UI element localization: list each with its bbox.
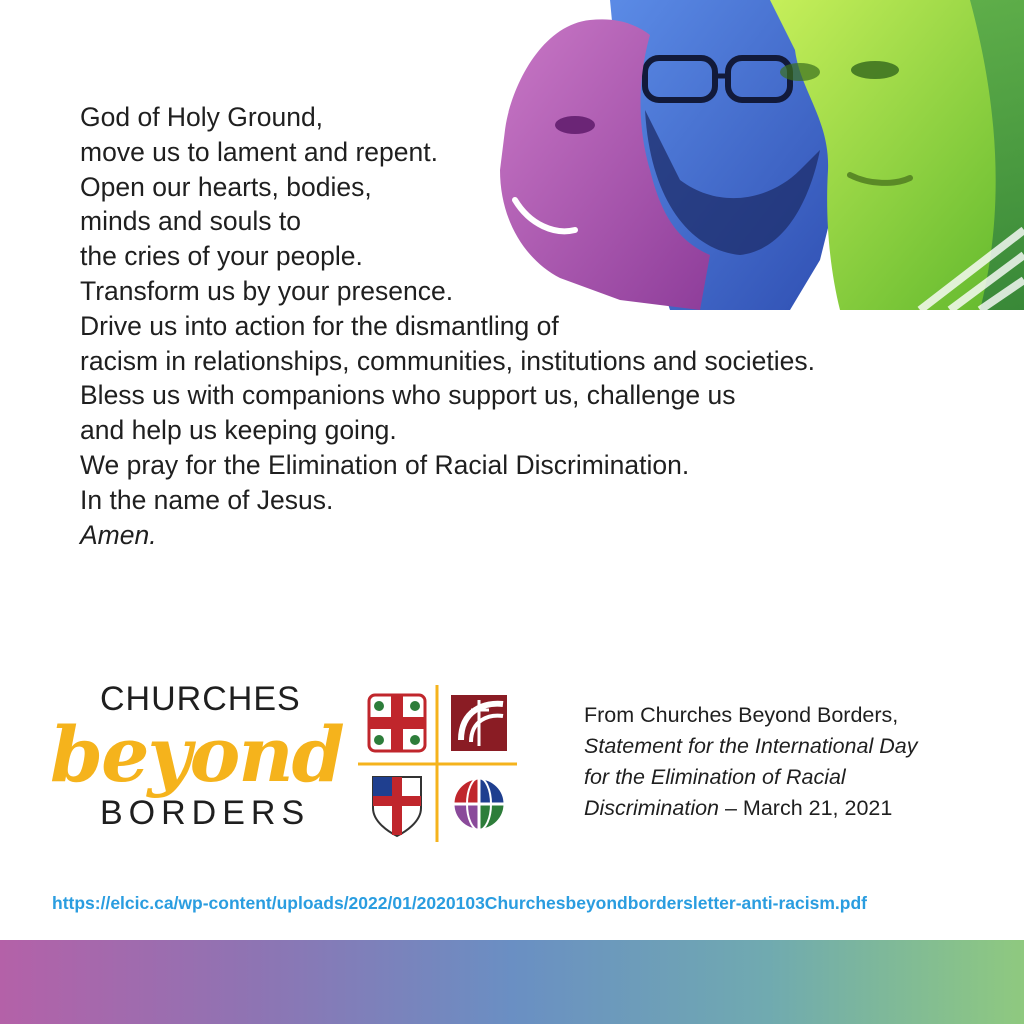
prayer-text (80, 100, 960, 552)
church-denominations-cross-emblem (355, 680, 520, 845)
prayer-line: minds and souls to (80, 206, 301, 237)
prayer-line: God of Holy Ground, (80, 102, 324, 132)
source-credit (584, 700, 1004, 824)
prayer-line: Bless us with companions who support us, challenge us (80, 380, 736, 411)
prayer-line: Drive us into action for the dismantling of (80, 310, 559, 341)
logo-word-churches: CHURCHES (100, 680, 301, 718)
prayer-line: In the name of Jesus. (80, 484, 334, 515)
logo-word-borders: BORDERS (100, 794, 311, 832)
credit-line-statement-cont: for the Elimination of Racial (584, 765, 846, 789)
churches-beyond-borders-logo (50, 680, 350, 850)
episcopal-shield-icon (373, 777, 421, 836)
credit-line-source: From Churches Beyond Borders, (584, 703, 899, 727)
gradient-footer-bar (0, 940, 1024, 1024)
globe-mosaic-icon (453, 778, 505, 830)
prayer-amen: Amen. (80, 519, 157, 550)
prayer-line: Transform us by your presence. (80, 275, 454, 306)
prayer-line: and help us keeping going. (80, 415, 397, 446)
credit-line-date (584, 793, 1004, 824)
credit-italic-word: Discrimination (584, 796, 720, 820)
credit-line-statement: Statement for the International Day (584, 734, 918, 758)
prayer-line: We pray for the Elimination of Racial Discrimination. (80, 449, 690, 480)
anglican-cross-icon (369, 695, 425, 751)
lutheran-cross-icon (451, 695, 507, 751)
prayer-line: racism in relationships, communities, institutions and societies. (80, 345, 815, 376)
prayer-line: Open our hearts, bodies, (80, 171, 372, 202)
prayer-line: the cries of your people. (80, 241, 363, 272)
logo-word-beyond: beyond (50, 710, 343, 799)
credit-date: – March 21, 2021 (719, 796, 893, 820)
prayer-line: move us to lament and repent. (80, 136, 438, 167)
source-url-link[interactable]: https://elcic.ca/wp-content/uploads/2022/01/2020103Churchesbeyondbordersletter-anti-racism.pdf (52, 893, 867, 913)
